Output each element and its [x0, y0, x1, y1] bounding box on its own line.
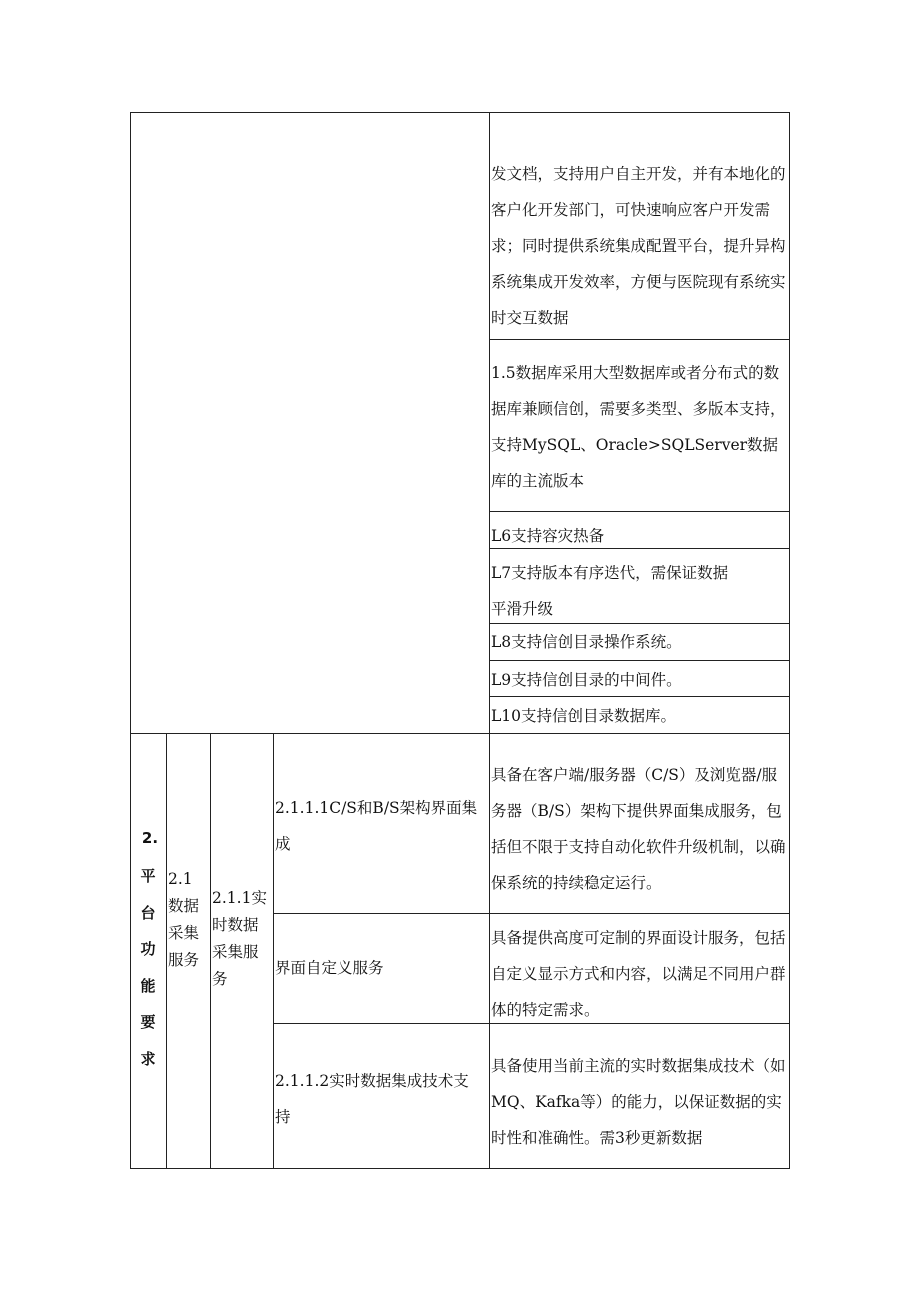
section-title-char: 求 — [140, 1049, 156, 1068]
section-title-char: 能 — [140, 976, 156, 995]
top-row-7-text: L10支持信创目录数据库。 — [491, 707, 677, 725]
section-title — [138, 858, 158, 1077]
subsubsection-label: 2.1.1实时数据采集服务 — [212, 889, 267, 988]
section-title-char: 要 — [140, 1013, 156, 1031]
table-right-border — [789, 112, 790, 1169]
top-row-3-text: L6支持容灾热备 — [491, 527, 605, 545]
row-divider — [489, 339, 789, 340]
desc-column-divider — [489, 112, 490, 1169]
top-row-1-text: 发文档，支持用户自主开发，并有本地化的客户化开发部门，可快速响应客户开发需求；同时提供系统集成配置平台，提升异构系统集成开发效率，方便与医院现有系统实时交互数据 — [491, 165, 786, 327]
section-title-char: 平 — [140, 867, 156, 885]
section-title-char: 功 — [140, 940, 156, 958]
item-3-name: 2.1.1.2实时数据集成技术支持 — [275, 1072, 469, 1126]
subsection-label: 2.1数据采集服务 — [168, 870, 200, 969]
col-divider-1 — [166, 733, 167, 1169]
row-divider — [489, 511, 789, 512]
row-divider — [489, 660, 789, 661]
col-divider-2 — [210, 733, 211, 1169]
table-bottom-border — [130, 1168, 790, 1169]
item-1-desc: 具备在客户端/服务器（C/S）及浏览器/服务器（B/S）架构下提供界面集成服务，包括但不限于支持自动化软件升级机制，以确保系统的持续稳定运行。 — [491, 766, 786, 892]
item-1-name: 2.1.1.1C/S和B/S架构界面集成 — [275, 799, 478, 853]
table-left-border — [130, 112, 131, 1169]
top-row-5-text: L8支持信创目录操作系统。 — [491, 633, 682, 651]
section-number: 2. — [141, 829, 159, 847]
top-row-6-text: L9支持信创目录的中间件。 — [491, 671, 682, 689]
item-row-divider — [273, 913, 790, 914]
section-title-char: 台 — [140, 903, 156, 922]
col-divider-3 — [273, 733, 274, 1169]
top-row-2-text: 1.5数据库采用大型数据库或者分布式的数据库兼顾信创，需要多类型、多版本支持，支持MySQL、Oracle>SQLServer数据库的主流版本 — [491, 364, 786, 490]
top-row-4-text: L7支持版本有序迭代，需保证数据平滑升级 — [491, 564, 729, 618]
table-top-border — [130, 112, 790, 113]
item-3-desc: 具备使用当前主流的实时数据集成技术（如MQ、Kafka等）的能力，以保证数据的实时性和准确性。需3秒更新数据 — [491, 1057, 786, 1147]
item-2-desc: 具备提供高度可定制的界面设计服务，包括自定义显示方式和内容，以满足不同用户群体的特定需求。 — [491, 929, 786, 1019]
item-2-name: 界面自定义服务 — [275, 959, 384, 977]
